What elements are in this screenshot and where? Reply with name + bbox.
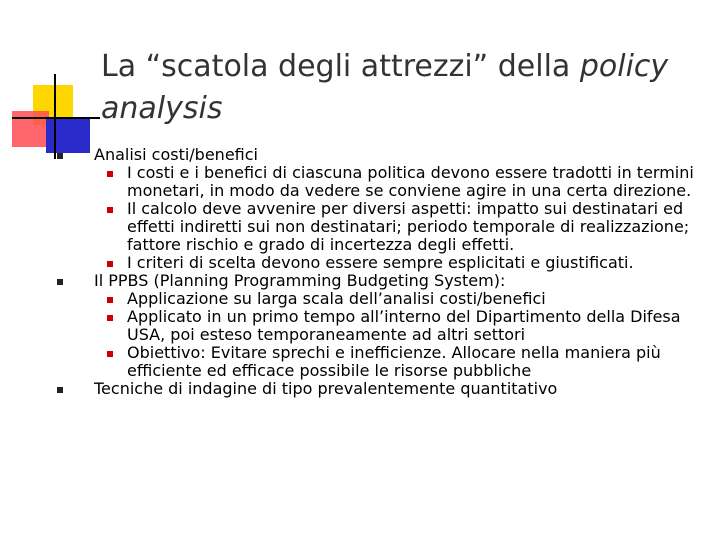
sub-list-item (127, 308, 694, 344)
title-main: La “scatola degli attrezzi” della (101, 49, 580, 84)
bullet-list (94, 146, 694, 398)
bullet-square-icon (107, 207, 113, 213)
bullet-square-icon (107, 261, 113, 267)
slide-title (101, 46, 711, 130)
list-item (94, 272, 694, 290)
sub-list-item (127, 164, 694, 200)
sub-list-item-text: Obiettivo: Evitare sprechi e inefficienze. Allocare nella maniera più efficiente ed efficace possibile le risorse pubbliche (127, 343, 661, 380)
bullet-square-icon (57, 153, 63, 159)
sub-list-item-text: Applicato in un primo tempo all’interno del Dipartimento della Difesa USA, poi esteso temporaneamente ad altri settori (127, 307, 681, 344)
sub-list-item-text: Applicazione su larga scala dell’analisi costi/benefici (127, 289, 546, 308)
decoration-horizontal-line (12, 117, 100, 119)
list-item-text: Il PPBS (Planning Programming Budgeting System): (94, 271, 506, 290)
title-italic-2: analysis (101, 91, 223, 126)
list-item (94, 146, 694, 164)
sub-list-item (127, 254, 694, 272)
sub-list-item-text: I costi e i benefici di ciascuna politica devono essere tradotti in termini monetari, in modo da vedere se conviene agire in una certa direzione. (127, 163, 694, 200)
bullet-square-icon (107, 351, 113, 357)
list-item-text: Analisi costi/benefici (94, 145, 258, 164)
decoration-blue-square (46, 119, 90, 153)
bullet-square-icon (107, 315, 113, 321)
list-item-text: Tecniche di indagine di tipo prevalentemente quantitativo (94, 379, 558, 398)
sub-list-item (127, 290, 694, 308)
bullet-square-icon (57, 387, 63, 393)
bullet-square-icon (107, 171, 113, 177)
sub-list-item-text: I criteri di scelta devono essere sempre esplicitati e giustificati. (127, 253, 634, 272)
title-italic-1: policy (579, 49, 669, 84)
sub-list-item (127, 344, 694, 380)
bullet-square-icon (107, 297, 113, 303)
bullet-square-icon (57, 279, 63, 285)
sub-list-item-text: Il calcolo deve avvenire per diversi aspetti: impatto sui destinatari ed effetti indiretti sui non destinatari; periodo temporale di realizzazione; fattore rischio e grado di incertezza degli effetti. (127, 199, 690, 254)
list-item (94, 380, 694, 398)
sub-list-item (127, 200, 694, 254)
